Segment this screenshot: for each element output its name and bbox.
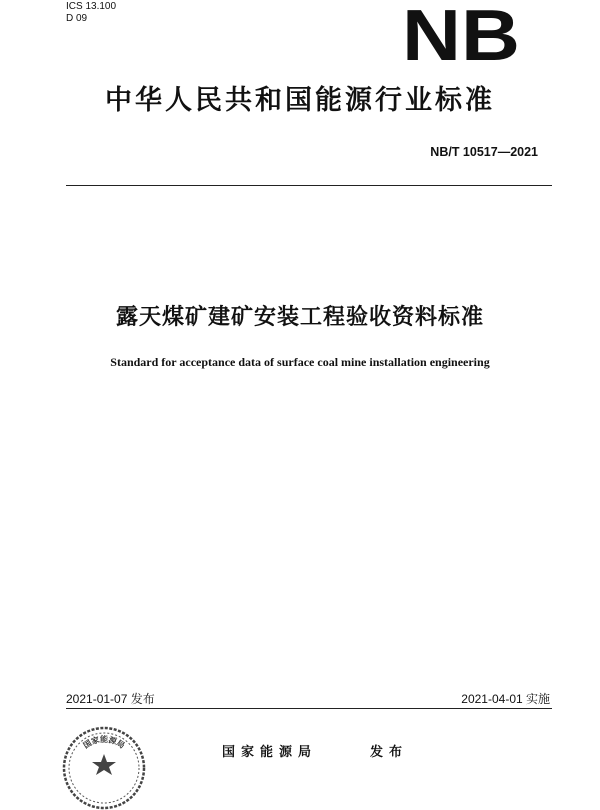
nb-logo-text: NB — [402, 6, 520, 62]
ccs-code: D 09 — [66, 13, 88, 24]
official-seal — [62, 726, 146, 810]
title-chinese: 露天煤矿建矿安装工程验收资料标准 — [115, 305, 484, 330]
org-title: 中华人民共和国能源行业标准 — [105, 85, 495, 116]
footer-divider — [66, 708, 552, 709]
title-english: Standard for acceptance data of surface coal mine installation engineering — [110, 355, 490, 369]
issue-date: 2021-01-07 发布 — [66, 692, 155, 706]
nb-logo — [401, 6, 521, 62]
seal-lettering: 国家能源局 — [81, 735, 127, 751]
implement-date: 2021-04-01 实施 — [461, 692, 550, 706]
publish-label: 发布 — [370, 745, 409, 760]
ics-code: ICS 13.100 — [66, 1, 117, 12]
publisher-name: 国家能源局 — [222, 745, 318, 760]
classification-codes — [66, 1, 116, 25]
standard-number: NB/T 10517—2021 — [430, 145, 538, 159]
header-divider — [66, 185, 552, 186]
